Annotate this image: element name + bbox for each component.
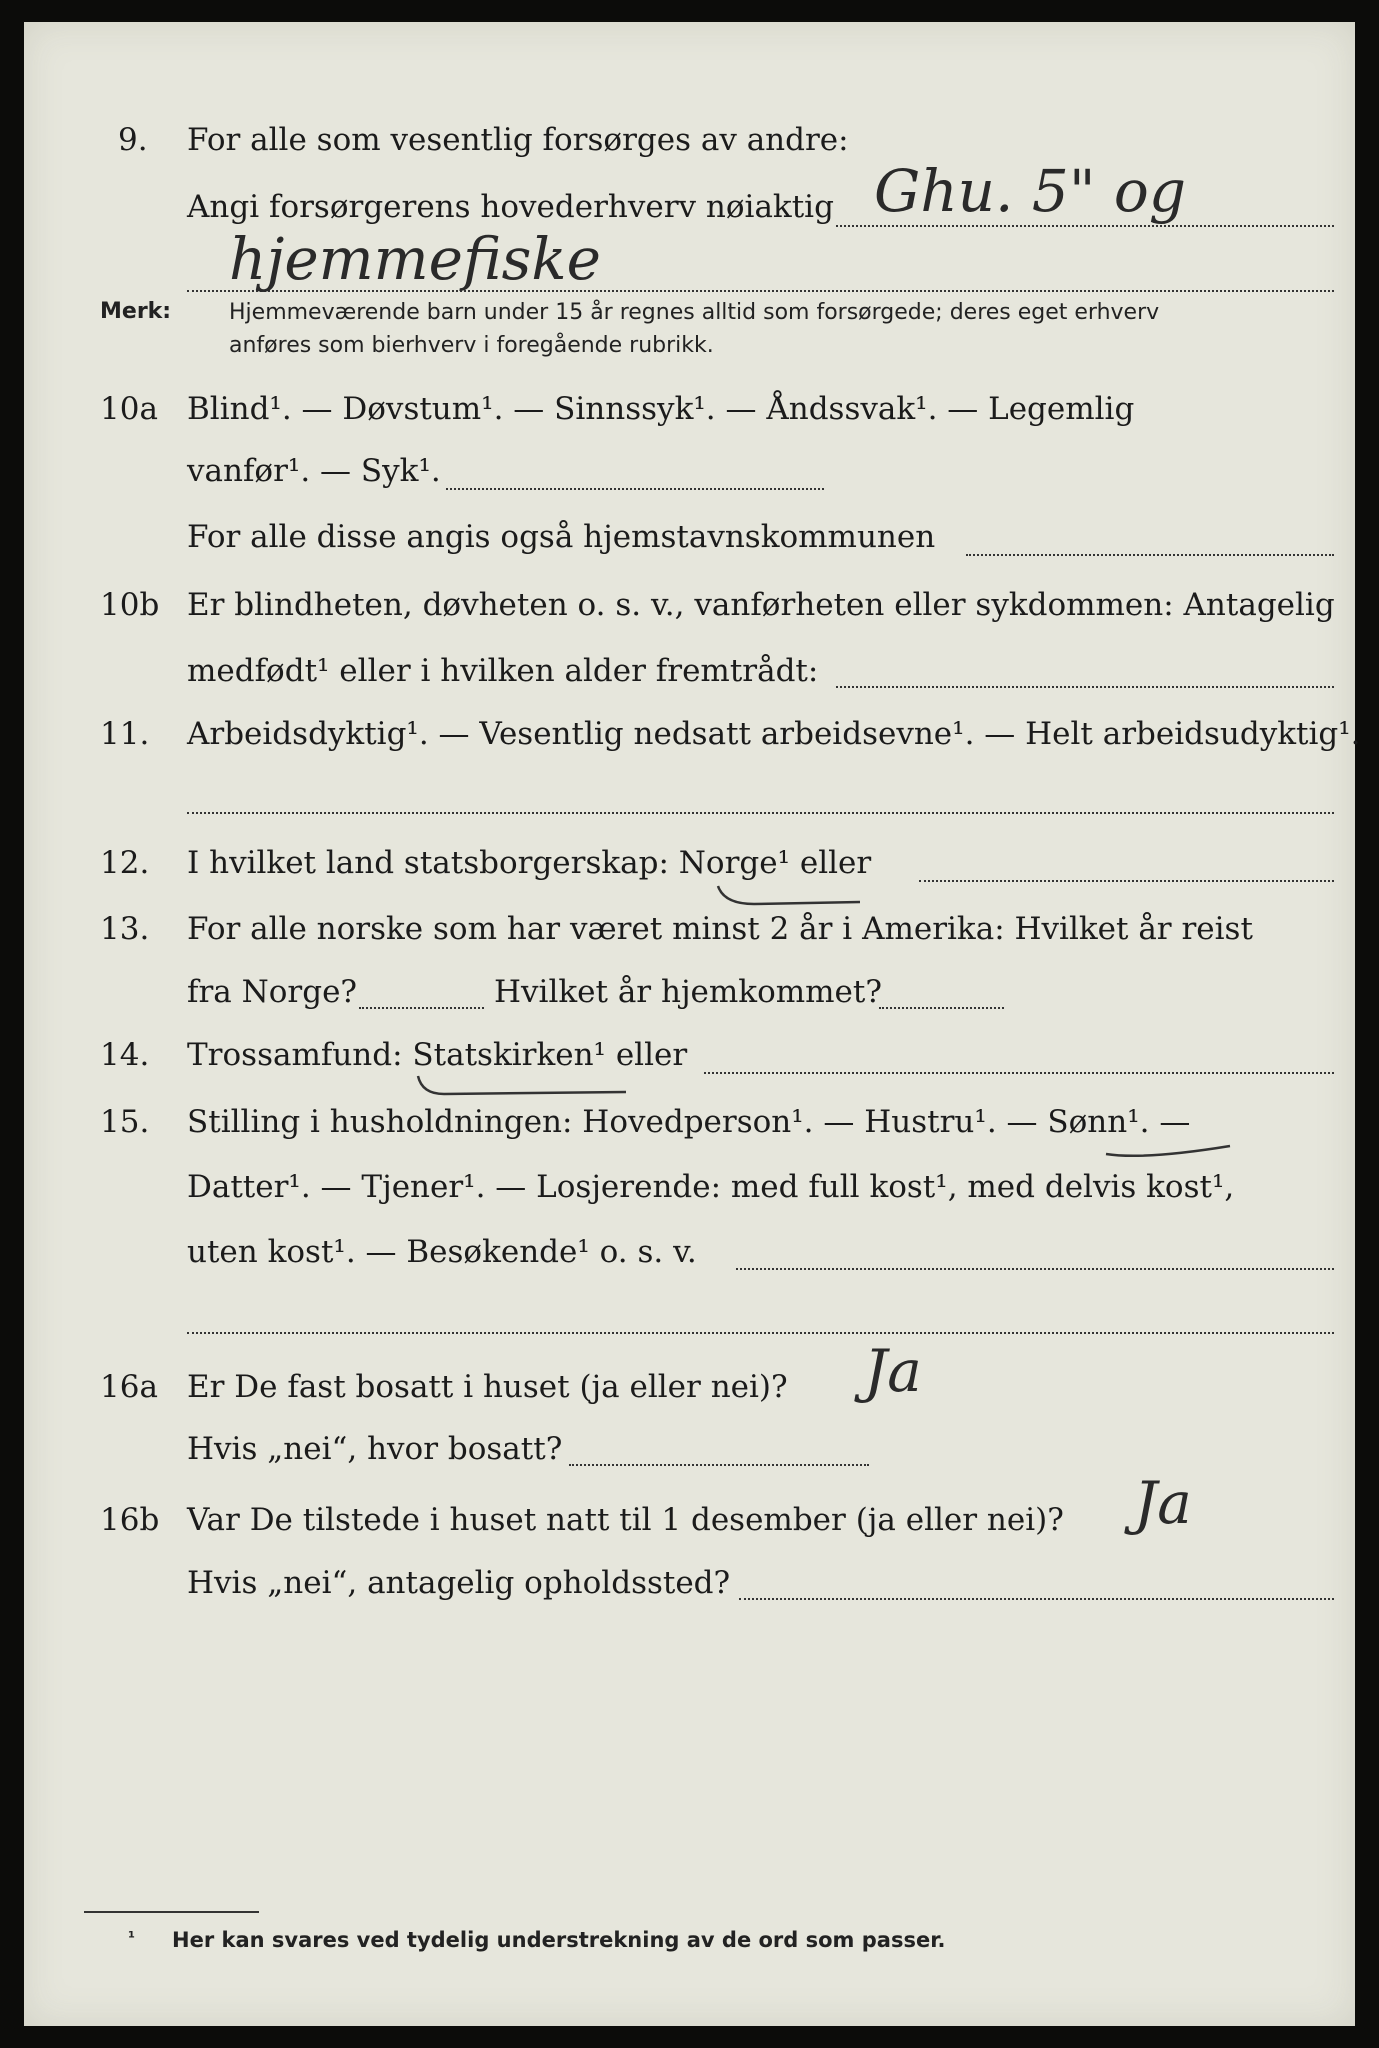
q15-question-line2: Datter¹. — Tjener¹. — Losjerende: med full kost¹, med delvis kost¹,: [187, 1169, 1235, 1205]
q16b-question-line1: Var De tilstede i huset natt til 1 desember (ja eller nei)?: [187, 1502, 1064, 1538]
norge-underline-mark: [714, 882, 864, 908]
q13-number: 13.: [100, 911, 150, 947]
q10a-question-line3: For alle disse angis også hjemstavnskommunen: [187, 519, 936, 555]
q10a-question-line1: Blind¹. — Døvstum¹. — Sinnssyk¹. — Åndssvak¹. — Legemlig: [187, 391, 1135, 427]
q10a-number: 10a: [100, 391, 158, 427]
q16b-answer-line: [739, 1598, 1334, 1600]
q16a-number: 16a: [100, 1369, 158, 1405]
q11-answer-line: [187, 812, 1334, 814]
q16b-number: 16b: [100, 1502, 160, 1538]
statskirken-underline-mark: [414, 1072, 629, 1098]
q16a-question-line2: Hvis „nei“, hvor bosatt?: [187, 1431, 563, 1467]
sonn-underline-mark: [1104, 1140, 1234, 1162]
q13-reist-answer-line: [359, 1007, 484, 1009]
q14-question: Trossamfund: Statskirken¹ eller: [187, 1037, 688, 1073]
q13-hjemkommet-answer-line: [879, 1007, 1004, 1009]
q16a-handwritten-answer: Ja: [864, 1337, 922, 1405]
q12-answer-line: [919, 880, 1334, 882]
q15-answer-line-2: [187, 1332, 1334, 1334]
q16b-handwritten-answer: Ja: [1134, 1469, 1192, 1537]
q13-question-line2b: Hvilket år hjemkommet?: [494, 974, 882, 1010]
q15-number: 15.: [100, 1104, 150, 1140]
q10b-question-line1: Er blindheten, døvheten o. s. v., vanførheten eller sykdommen: Antagelig: [187, 587, 1335, 623]
q11-number: 11.: [100, 716, 150, 752]
q10b-question-line2: medfødt¹ eller i hvilken alder fremtrådt:: [187, 653, 819, 689]
q14-number: 14.: [100, 1037, 150, 1073]
q10a-syk-answer-line: [446, 488, 824, 490]
q16a-question-line1: Er De fast bosatt i huset (ja eller nei)?: [187, 1369, 788, 1405]
footnote-rule: [84, 1911, 259, 1913]
q12-question: I hvilket land statsborgerskap: Norge¹ eller: [187, 845, 872, 881]
merk-note-line1: Hjemmeværende barn under 15 år regnes alltid som forsørgede; deres eget erhverv: [229, 300, 1160, 325]
merk-label: Merk:: [100, 299, 172, 324]
q10b-number: 10b: [100, 587, 160, 623]
q10a-question-line2: vanfør¹. — Syk¹.: [187, 453, 441, 489]
q16a-answer-line: [569, 1464, 869, 1466]
q15-answer-line: [736, 1268, 1334, 1270]
q11-question: Arbeidsdyktig¹. — Vesentlig nedsatt arbeidsevne¹. — Helt arbeidsudyktig¹.: [187, 716, 1361, 752]
footnote-mark: ¹: [128, 1928, 136, 1947]
q12-number: 12.: [100, 845, 150, 881]
merk-note-line2: anføres som bierhverv i foregående rubrikk.: [229, 333, 714, 358]
q15-question-line3: uten kost¹. — Besøkende¹ o. s. v.: [187, 1234, 697, 1270]
q9-handwritten-answer-2: hjemmefiske: [229, 225, 601, 293]
q9-number: 9.: [118, 122, 148, 158]
census-form-page: [24, 22, 1361, 2026]
q9-answer-line: [836, 225, 1334, 227]
q10a-hjemstavn-answer-line: [966, 554, 1334, 556]
q9-handwritten-answer: Ghu. 5" og: [874, 157, 1186, 225]
q9-question: For alle som vesentlig forsørges av andre:: [187, 122, 849, 158]
q10b-answer-line: [836, 686, 1334, 688]
q9-question-line2: Angi forsørgerens hovederhverv nøiaktig: [187, 189, 834, 225]
q15-question-line1: Stilling i husholdningen: Hovedperson¹. — Hustru¹. — Sønn¹. —: [187, 1104, 1191, 1140]
q13-question-line2a: fra Norge?: [187, 974, 358, 1010]
footnote-text: Her kan svares ved tydelig understrekning av de ord som passer.: [172, 1928, 946, 1952]
q16b-question-line2: Hvis „nei“, antagelig opholdssted?: [187, 1565, 731, 1601]
q13-question-line1: For alle norske som har været minst 2 år i Amerika: Hvilket år reist: [187, 911, 1253, 947]
q14-answer-line: [704, 1072, 1334, 1074]
